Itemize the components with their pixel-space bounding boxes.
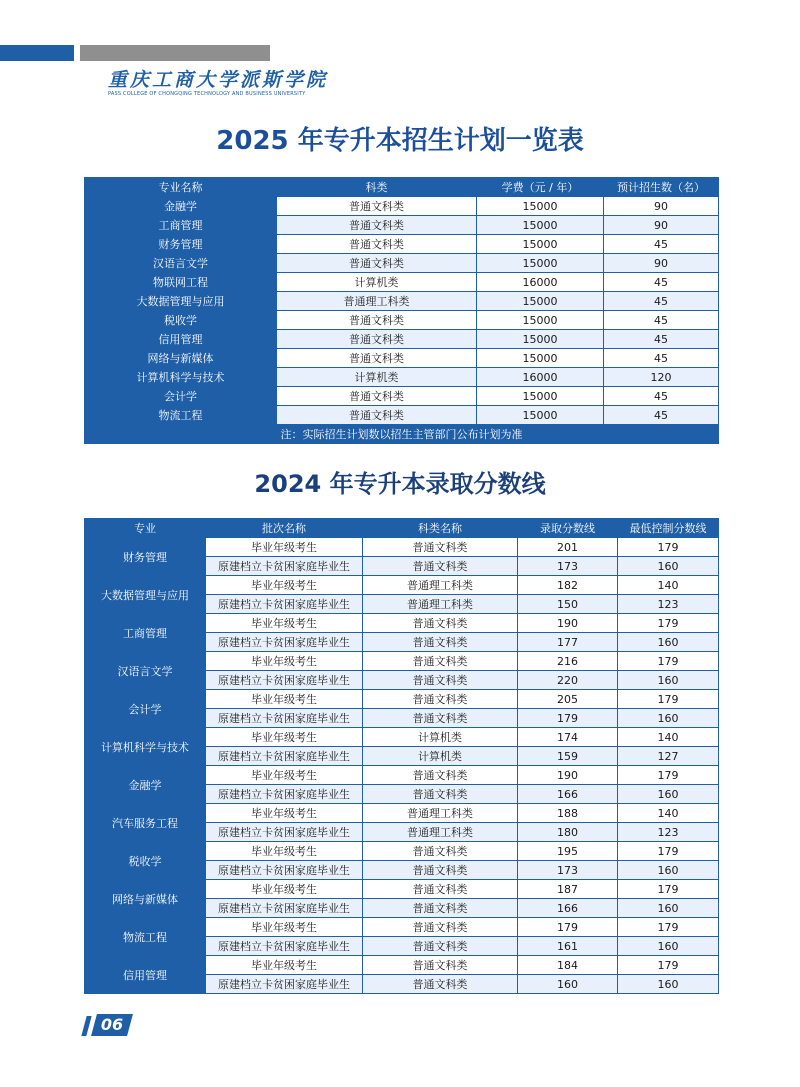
table-row	[85, 387, 719, 406]
table-cell: 179	[618, 652, 719, 671]
table-row	[85, 728, 719, 747]
table-cell: 160	[618, 633, 719, 652]
table-row	[85, 330, 719, 349]
major-name-cell: 财务管理	[85, 538, 206, 576]
table-cell: 毕业年级考生	[206, 728, 363, 747]
table-header-row	[85, 178, 719, 197]
table-cell: 原建档立卡贫困家庭毕业生	[206, 937, 363, 956]
table-cell: 普通理工科类	[363, 804, 518, 823]
table-cell: 15000	[477, 311, 604, 330]
table-cell: 原建档立卡贫困家庭毕业生	[206, 633, 363, 652]
logo-english-name: PASS COLLEGE OF CHONGQING TECHNOLOGY AND BUSINESS UNIVERSITY	[108, 91, 306, 97]
header-accent-bar-blue	[0, 45, 74, 61]
table-cell: 普通理工科类	[363, 595, 518, 614]
table-cell: 普通文科类	[363, 975, 518, 994]
table-cell: 45	[604, 406, 719, 425]
major-name-cell: 汽车服务工程	[85, 804, 206, 842]
table-cell: 15000	[477, 254, 604, 273]
major-name-cell: 汉语言文学	[85, 254, 277, 273]
major-name-cell: 计算机科学与技术	[85, 728, 206, 766]
major-name-cell: 金融学	[85, 766, 206, 804]
table-cell: 160	[618, 899, 719, 918]
table-cell: 45	[604, 235, 719, 254]
table-cell: 计算机类	[363, 747, 518, 766]
table-cell: 毕业年级考生	[206, 614, 363, 633]
column-header: 批次名称	[206, 519, 363, 538]
table-cell: 原建档立卡贫困家庭毕业生	[206, 595, 363, 614]
table-cell: 127	[618, 747, 719, 766]
table-cell: 160	[618, 975, 719, 994]
table-cell: 毕业年级考生	[206, 804, 363, 823]
table-cell: 毕业年级考生	[206, 538, 363, 557]
table-cell: 毕业年级考生	[206, 690, 363, 709]
table-cell: 160	[618, 785, 719, 804]
column-header: 学费（元 / 年）	[477, 178, 604, 197]
table-cell: 174	[518, 728, 618, 747]
table-cell: 15000	[477, 349, 604, 368]
major-name-cell: 计算机科学与技术	[85, 368, 277, 387]
table-cell: 179	[518, 918, 618, 937]
table-row	[85, 273, 719, 292]
major-name-cell: 大数据管理与应用	[85, 292, 277, 311]
table-cell: 16000	[477, 368, 604, 387]
major-name-cell: 金融学	[85, 197, 277, 216]
table-cell: 普通文科类	[277, 197, 477, 216]
table-cell: 205	[518, 690, 618, 709]
table-cell: 普通文科类	[363, 690, 518, 709]
table-cell: 161	[518, 937, 618, 956]
header-accent-bar-gray	[80, 45, 270, 61]
table-cell: 45	[604, 387, 719, 406]
table-cell: 普通文科类	[277, 235, 477, 254]
table-cell: 16000	[477, 273, 604, 292]
table-cell: 15000	[477, 197, 604, 216]
table-cell: 普通文科类	[277, 311, 477, 330]
table-cell: 毕业年级考生	[206, 918, 363, 937]
table-cell: 普通文科类	[363, 937, 518, 956]
table-cell: 计算机类	[277, 368, 477, 387]
table-cell: 普通文科类	[363, 538, 518, 557]
table-row	[85, 652, 719, 671]
table-cell: 毕业年级考生	[206, 766, 363, 785]
table-row	[85, 614, 719, 633]
table-cell: 120	[604, 368, 719, 387]
table-row	[85, 766, 719, 785]
table-cell: 160	[618, 557, 719, 576]
table-cell: 15000	[477, 387, 604, 406]
table-cell: 140	[618, 804, 719, 823]
major-name-cell: 税收学	[85, 311, 277, 330]
table-cell: 原建档立卡贫困家庭毕业生	[206, 861, 363, 880]
major-name-cell: 会计学	[85, 690, 206, 728]
table-cell: 179	[618, 842, 719, 861]
table-cell: 45	[604, 349, 719, 368]
table-cell: 160	[518, 975, 618, 994]
plan-table-title: 2025 年专升本招生计划一览表	[216, 126, 584, 156]
table-cell: 184	[518, 956, 618, 975]
page-number-accent	[81, 1016, 91, 1036]
table-cell: 182	[518, 576, 618, 595]
column-header: 专业	[85, 519, 206, 538]
table-cell: 毕业年级考生	[206, 842, 363, 861]
table-cell: 179	[618, 538, 719, 557]
table-cell: 190	[518, 614, 618, 633]
table-row	[85, 254, 719, 273]
page-number-badge	[91, 1014, 133, 1036]
major-name-cell: 网络与新媒体	[85, 349, 277, 368]
table-cell: 普通文科类	[363, 918, 518, 937]
table-cell: 普通理工科类	[277, 292, 477, 311]
enrollment-plan-table	[84, 177, 719, 444]
page-number: 06	[100, 1015, 124, 1034]
major-name-cell: 会计学	[85, 387, 277, 406]
column-header: 科类名称	[363, 519, 518, 538]
table-row	[85, 690, 719, 709]
table-cell: 普通文科类	[363, 652, 518, 671]
table-cell: 123	[618, 595, 719, 614]
table-cell: 15000	[477, 330, 604, 349]
major-name-cell: 工商管理	[85, 614, 206, 652]
table-cell: 普通文科类	[363, 956, 518, 975]
table-cell: 普通文科类	[363, 842, 518, 861]
table-cell: 45	[604, 273, 719, 292]
table-cell: 180	[518, 823, 618, 842]
table-cell: 普通文科类	[277, 349, 477, 368]
table-cell: 173	[518, 557, 618, 576]
table-cell: 45	[604, 311, 719, 330]
table-cell: 160	[618, 709, 719, 728]
table-cell: 计算机类	[363, 728, 518, 747]
table-cell: 179	[618, 880, 719, 899]
column-header: 专业名称	[85, 178, 277, 197]
major-name-cell: 税收学	[85, 842, 206, 880]
major-name-cell: 信用管理	[85, 330, 277, 349]
table-row	[85, 216, 719, 235]
table-cell: 216	[518, 652, 618, 671]
table-cell: 毕业年级考生	[206, 880, 363, 899]
table-cell: 187	[518, 880, 618, 899]
logo-chinese-name: 重庆工商大学派斯学院	[108, 69, 329, 91]
table-cell: 160	[618, 861, 719, 880]
table-row	[85, 538, 719, 557]
table-cell: 159	[518, 747, 618, 766]
table-cell: 原建档立卡贫困家庭毕业生	[206, 899, 363, 918]
table-cell: 179	[618, 956, 719, 975]
table-cell: 普通文科类	[277, 330, 477, 349]
table-cell: 普通文科类	[277, 387, 477, 406]
table-cell: 140	[618, 728, 719, 747]
table-cell: 15000	[477, 292, 604, 311]
major-name-cell: 财务管理	[85, 235, 277, 254]
table-row	[85, 918, 719, 937]
major-name-cell: 工商管理	[85, 216, 277, 235]
table-cell: 普通文科类	[363, 880, 518, 899]
table-cell: 原建档立卡贫困家庭毕业生	[206, 747, 363, 766]
column-header: 录取分数线	[518, 519, 618, 538]
table-row	[85, 576, 719, 595]
table-cell: 普通文科类	[277, 216, 477, 235]
table-cell: 45	[604, 292, 719, 311]
table-row	[85, 235, 719, 254]
table-cell: 179	[518, 709, 618, 728]
table-cell: 普通理工科类	[363, 576, 518, 595]
college-logo	[108, 69, 329, 104]
major-name-cell: 物联网工程	[85, 273, 277, 292]
table-cell: 166	[518, 899, 618, 918]
table-cell: 90	[604, 216, 719, 235]
table-row	[85, 880, 719, 899]
table-cell: 计算机类	[277, 273, 477, 292]
table-cell: 毕业年级考生	[206, 652, 363, 671]
table-cell: 毕业年级考生	[206, 956, 363, 975]
table-cell: 179	[618, 918, 719, 937]
plan-note: 注：实际招生计划数以招生主管部门公布计划为准	[85, 425, 719, 444]
major-name-cell: 物流工程	[85, 406, 277, 425]
table-header-row	[85, 519, 719, 538]
table-cell: 90	[604, 197, 719, 216]
table-cell: 179	[618, 690, 719, 709]
table-cell: 原建档立卡贫困家庭毕业生	[206, 785, 363, 804]
table-cell: 15000	[477, 406, 604, 425]
table-cell: 普通理工科类	[363, 823, 518, 842]
table-cell: 140	[618, 576, 719, 595]
score-table-title: 2024 年专升本录取分数线	[254, 470, 546, 498]
table-cell: 190	[518, 766, 618, 785]
table-cell: 原建档立卡贫困家庭毕业生	[206, 557, 363, 576]
table-cell: 177	[518, 633, 618, 652]
table-cell: 179	[618, 614, 719, 633]
table-cell: 普通文科类	[277, 254, 477, 273]
major-name-cell: 信用管理	[85, 956, 206, 994]
table-row	[85, 804, 719, 823]
table-cell: 普通文科类	[363, 614, 518, 633]
table-row	[85, 842, 719, 861]
column-header: 科类	[277, 178, 477, 197]
table-cell: 195	[518, 842, 618, 861]
table-row	[85, 956, 719, 975]
table-cell: 220	[518, 671, 618, 690]
table-row	[85, 197, 719, 216]
table-cell: 普通文科类	[363, 899, 518, 918]
table-row	[85, 368, 719, 387]
table-cell: 188	[518, 804, 618, 823]
table-cell: 普通文科类	[277, 406, 477, 425]
table-row	[85, 406, 719, 425]
table-cell: 普通文科类	[363, 557, 518, 576]
table-cell: 原建档立卡贫困家庭毕业生	[206, 671, 363, 690]
table-cell: 45	[604, 330, 719, 349]
table-cell: 普通文科类	[363, 709, 518, 728]
table-cell: 201	[518, 538, 618, 557]
table-cell: 160	[618, 671, 719, 690]
table-cell: 普通文科类	[363, 633, 518, 652]
table-cell: 普通文科类	[363, 785, 518, 804]
major-name-cell: 物流工程	[85, 918, 206, 956]
table-row	[85, 311, 719, 330]
table-cell: 普通文科类	[363, 766, 518, 785]
column-header: 预计招生数（名）	[604, 178, 719, 197]
table-cell: 90	[604, 254, 719, 273]
major-name-cell: 大数据管理与应用	[85, 576, 206, 614]
table-cell: 150	[518, 595, 618, 614]
admission-score-table	[84, 518, 719, 994]
table-cell: 普通文科类	[363, 671, 518, 690]
table-cell: 原建档立卡贫困家庭毕业生	[206, 975, 363, 994]
table-cell: 15000	[477, 235, 604, 254]
table-cell: 普通文科类	[363, 861, 518, 880]
column-header: 最低控制分数线	[618, 519, 719, 538]
table-row	[85, 292, 719, 311]
major-name-cell: 网络与新媒体	[85, 880, 206, 918]
table-cell: 原建档立卡贫困家庭毕业生	[206, 823, 363, 842]
table-row	[85, 349, 719, 368]
table-cell: 毕业年级考生	[206, 576, 363, 595]
major-name-cell: 汉语言文学	[85, 652, 206, 690]
table-cell: 173	[518, 861, 618, 880]
table-cell: 179	[618, 766, 719, 785]
table-cell: 15000	[477, 216, 604, 235]
table-cell: 123	[618, 823, 719, 842]
table-cell: 166	[518, 785, 618, 804]
table-cell: 原建档立卡贫困家庭毕业生	[206, 709, 363, 728]
table-cell: 160	[618, 937, 719, 956]
